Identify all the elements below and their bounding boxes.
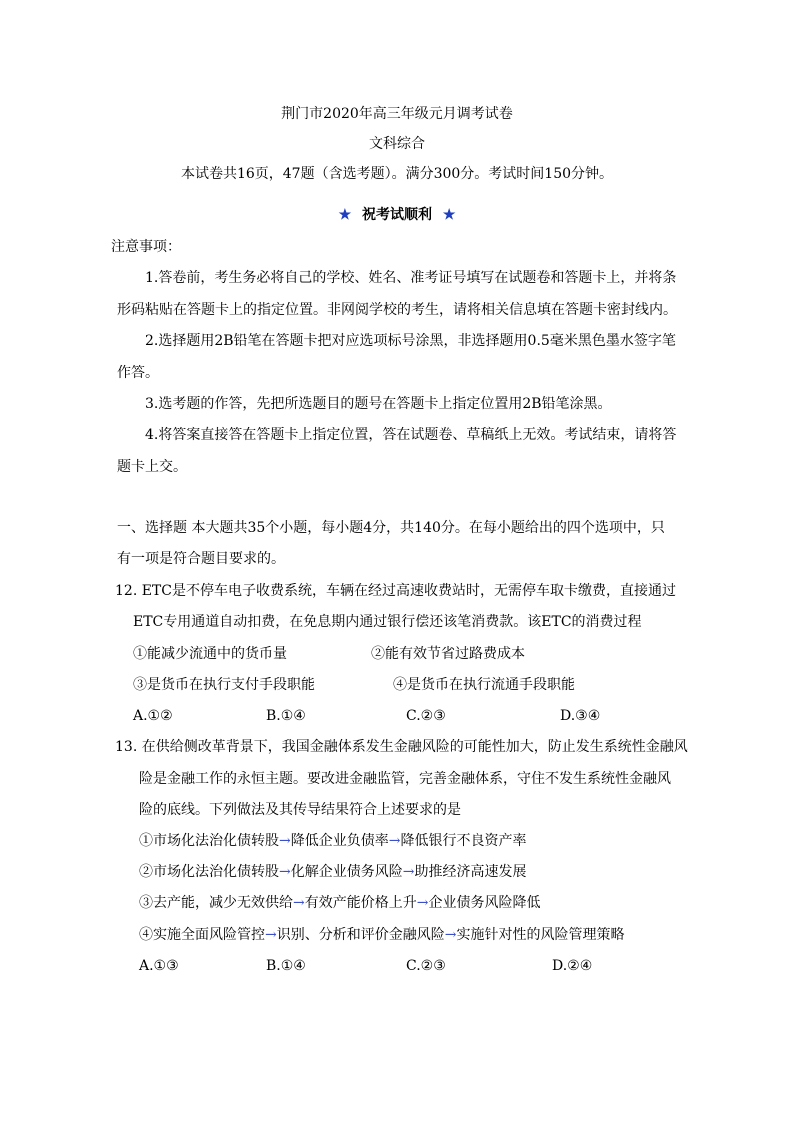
notice-item-2-line-2: 作答。 [117, 365, 159, 381]
wish-text: 祝考试顺利 [362, 207, 432, 223]
q13-choice-d: D.②④ [552, 958, 593, 974]
notice-item-2-line-1: 2.选择题用2B铅笔在答题卡把对应选项标号涂黑，非选择题用0.5毫米黑色墨水签字笔 [145, 333, 676, 349]
star-icon: ★ [442, 207, 456, 223]
q13-statement-1-part-1: ①市场化法治化债转股 [139, 833, 279, 849]
arrow-right-icon: → [444, 927, 457, 943]
exam-subject: 文科综合 [369, 136, 425, 152]
q13-stem-line-1: 13. 在供给侧改革背景下，我国金融体系发生金融风险的可能性加大，防止发生系统性金融风 [115, 739, 688, 755]
q13-statement-1-part-2: 降低企业负债率 [290, 833, 389, 849]
q12-choice-d: D.③④ [560, 708, 601, 724]
arrow-right-icon: → [279, 864, 291, 880]
q13-statement-2-part-3: 助推经济高速发展 [414, 864, 527, 880]
q12-statement-3: ③是货币在执行支付手段职能 [133, 677, 315, 693]
q13-statement-3 [139, 894, 540, 912]
q12-statement-4: ④是货币在执行流通手段职能 [393, 677, 575, 693]
q12-choice-b: B.①④ [266, 708, 306, 724]
notice-item-3-line-1: 3.选考题的作答，先把所选题目的题号在答题卡上指定位置用2B铅笔涂黑。 [145, 396, 612, 412]
q13-statement-4-part-3: 实施针对性的风险管理策略 [456, 927, 625, 943]
q13-statement-4-part-2: 识别、分析和评价金融风险 [276, 927, 445, 943]
q12-choice-c: C.②③ [406, 708, 446, 724]
q13-stem-line-3: 险的底线。下列做法及其传导结果符合上述要求的是 [139, 802, 461, 818]
q13-statement-2 [139, 863, 526, 881]
notice-item-1-line-2: 形码粘贴在答题卡上的指定位置。非网阅学校的考生，请将相关信息填在答题卡密封线内。 [117, 302, 677, 318]
notice-item-4-line-1: 4.将答案直接答在答题卡上指定位置，答在试题卷、草稿纸上无效。考试结束，请将答 [145, 427, 677, 443]
q12-stem-line-2: ETC专用通道自动扣费，在免息期内通过银行偿还该笔消费款。该ETC的消费过程 [133, 614, 642, 630]
notice-item-4-line-2: 题卡上交。 [117, 459, 187, 475]
arrow-right-icon: → [388, 833, 401, 849]
section-heading-line-2: 有一项是符合题目要求的。 [117, 551, 285, 567]
q13-statement-1-part-3: 降低银行不良资产率 [400, 833, 527, 849]
q13-stem-line-2: 险是金融工作的永恒主题。要改进金融监管，完善金融体系，守住不发生系统性金融风 [139, 771, 671, 787]
arrow-right-icon: → [279, 833, 291, 849]
q13-choice-c: C.②③ [406, 958, 446, 974]
star-icon: ★ [338, 207, 352, 223]
notice-item-1-line-1: 1.答卷前，考生务必将自己的学校、姓名、准考证号填写在试题卷和答题卡上，并将条 [145, 270, 677, 286]
q12-statement-1: ①能减少流通中的货币量 [133, 646, 287, 662]
q13-statement-3-part-3: 企业债务风险降低 [428, 895, 541, 911]
q13-statement-4 [139, 926, 624, 944]
q13-statement-3-part-1: ③去产能，减少无效供给 [139, 895, 293, 911]
q13-choice-b: B.①④ [266, 958, 306, 974]
arrow-right-icon: → [402, 864, 415, 880]
arrow-right-icon: → [293, 895, 305, 911]
q13-statement-1 [139, 832, 526, 850]
arrow-right-icon: → [416, 895, 429, 911]
q13-statement-2-part-1: ②市场化法治化债转股 [139, 864, 279, 880]
q13-statement-2-part-2: 化解企业债务风险 [290, 864, 403, 880]
section-heading-line-1: 一、选择题 本大题共35个小题，每小题4分，共140分。在每小题给出的四个选项中，只 [117, 520, 665, 536]
exam-info: 本试卷共16页，47题（含选考题）。满分300分。考试时间150分钟。 [180, 166, 614, 182]
wish-line [0, 206, 794, 224]
exam-title: 荆门市2020年高三年级元月调考试卷 [281, 106, 513, 122]
q13-statement-4-part-1: ④实施全面风险管控 [139, 927, 265, 943]
arrow-right-icon: → [265, 927, 277, 943]
q13-choice-a: A.①③ [139, 958, 179, 974]
q13-statement-3-part-2: 有效产能价格上升 [304, 895, 417, 911]
q12-stem-line-1: 12. ETC是不停车电子收费系统，车辆在经过高速收费站时，无需停车取卡缴费，直接通过 [115, 583, 676, 599]
q12-statement-2: ②能有效节省过路费成本 [371, 646, 525, 662]
notice-heading: 注意事项： [111, 239, 181, 255]
q12-choice-a: A.①② [133, 708, 173, 724]
